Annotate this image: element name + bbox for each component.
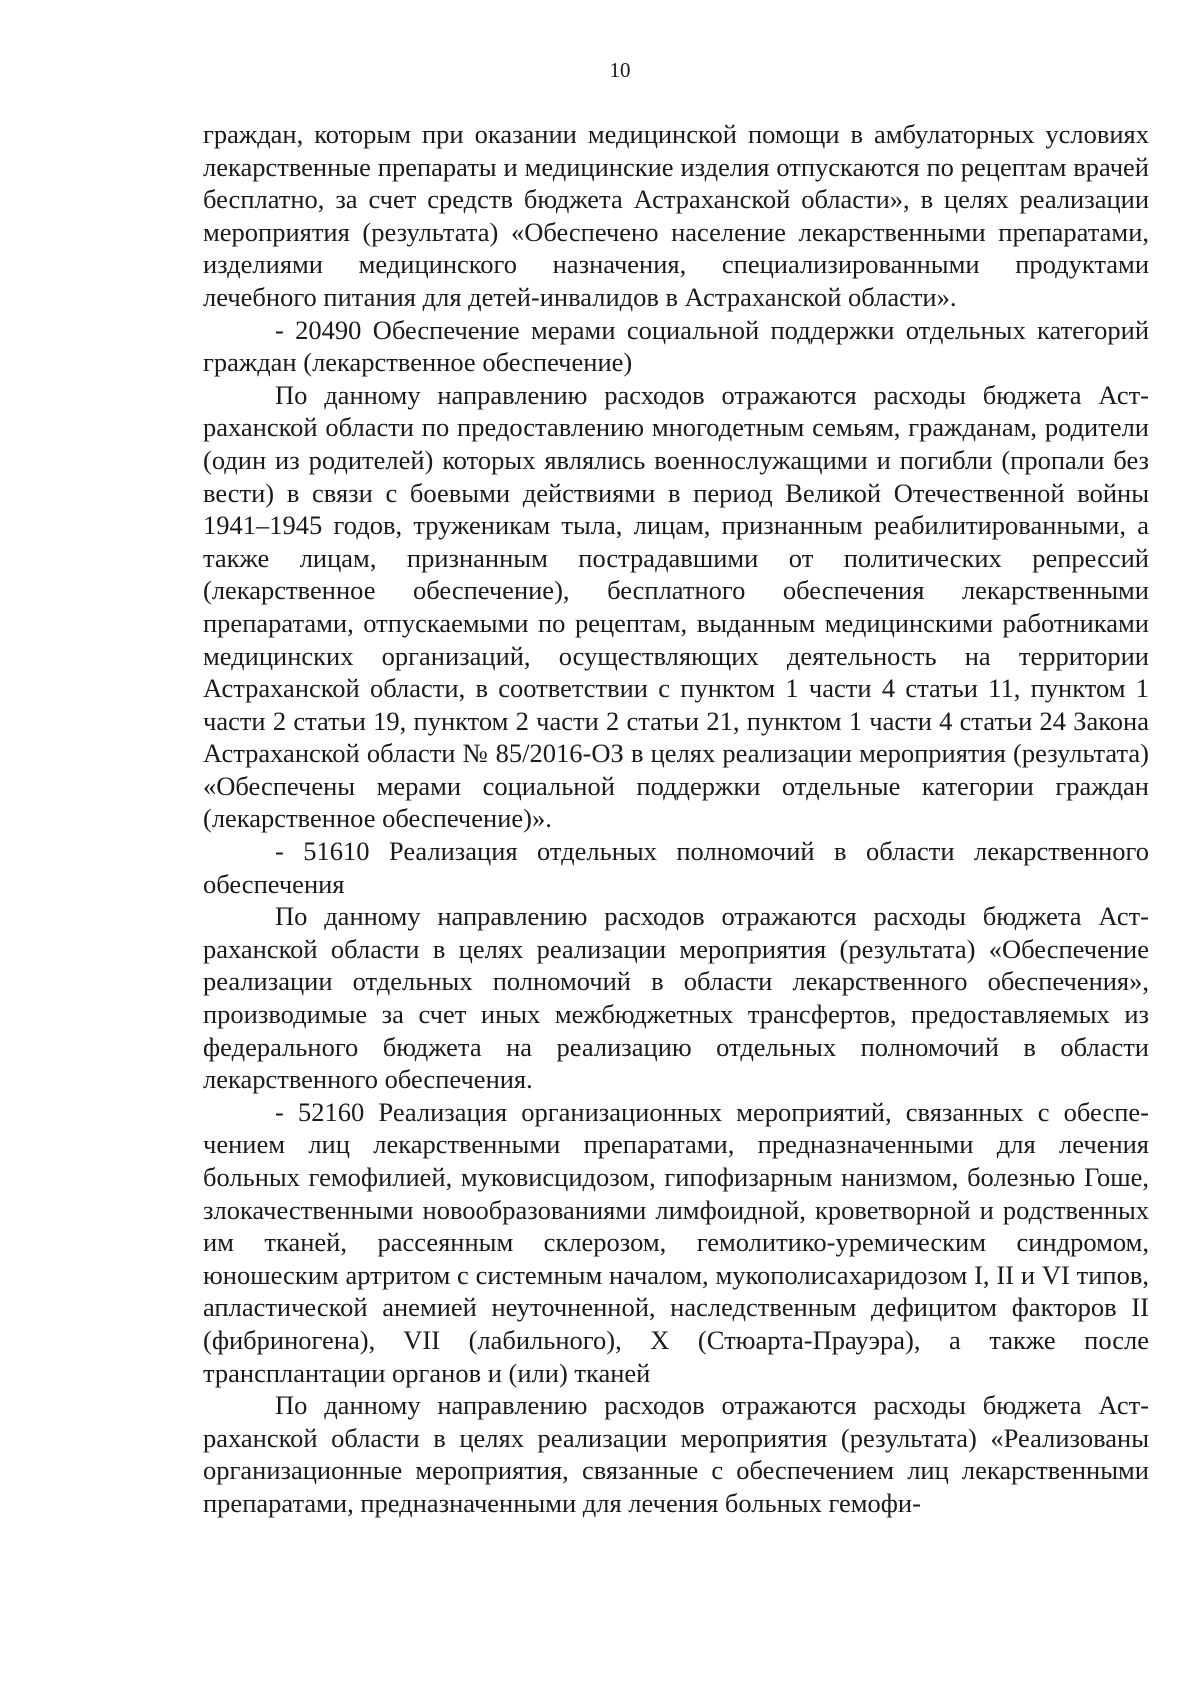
paragraph-code-51610: - 51610 Реализация отдельных полномочий в области лекарственного обеспечения bbox=[203, 836, 1149, 899]
paragraph-20490-description: По данному направлению расходов отражаются расходы бюджета Астраханской области по предоставлению многодетным семьям, гражданам, родители (один из родителей) которых являлись военнослужащими и погибли (пропали без вести) в связи с боевыми действиями в период Великой Отечественной войны 1941–1945 годов, труженикам тыла, лицам, признанным реабилитированными, а также лицам, признанным пострадавшими от политических репрессий (лекарственное обеспечение), бесплатного обеспечения лекарственными препаратами, отпускаемыми по рецептам, выданным медицинскими работниками медицинских организаций, осуществляющих деятельность на территории Астраханской области, в соответствии с пунктом 1 части 4 статьи 11, пунктом 1 части 2 статьи 19, пунктом 2 части 2 статьи 21, пунктом 1 части 4 статьи 24 Закона Астраханской области № 85/2016-ОЗ в целях реализации мероприятия (результата) «Обеспечены мерами социальной поддержки отдельные категории граждан (лекарственное обеспечение)». bbox=[203, 379, 1149, 834]
paragraph-code-20490: - 20490 Обеспечение мерами социальной поддержки отдельных категорий граждан (лекарственное обеспечение) bbox=[203, 314, 1149, 378]
paragraph-continuation: граждан, которым при оказании медицинской помощи в амбулаторных условиях лекарственные препараты и медицинские изделия отпускаются по рецептам врачей бесплатно, за счет средств бюджета Астраханской области», в целях реализации мероприятия (результата) «Обеспечено население лекарственными препаратами, изделиями медицинского назначения, специализированными продуктами лечебного питания для детей-инвалидов в Астраханской области». bbox=[203, 119, 1149, 312]
page-number: 10 bbox=[609, 58, 631, 82]
document-body bbox=[203, 118, 1149, 1520]
paragraph-51610-description: По данному направлению расходов отражаются расходы бюджета Астраханской области в целях реализации мероприятия (результата) «Обеспечение реализации отдельных полномочий в области лекарственного обеспечения», производимые за счет иных межбюджетных трансфертов, предоставляемых из федерального бюджета на реализацию отдельных полномочий в области лекарственного обеспечения. bbox=[203, 901, 1149, 1095]
paragraph-52160-description: По данному направлению расходов отражаются расходы бюджета Астраханской области в целях реализации мероприятия (результата) «Реализованы организационные мероприятия, связанные с обеспечением лиц лекарственными препаратами, предназначенными для лечения больных гемофи- bbox=[203, 1390, 1149, 1518]
paragraph-code-52160: - 52160 Реализация организационных мероприятий, связанных с обеспечением лиц лекарственными препаратами, предназначенными для лечения больных гемофилией, муковисцидозом, гипофизарным нанизмом, болезнью Гоше, злокачественными новообразованиями лимфоидной, кроветворной и родственных им тканей, рассеянным склерозом, гемолитико-уремическим синдромом, юношеским артритом с системным началом, мукополисахаридозом I, II и VI типов, апластической анемией неуточненной, наследственным дефицитом факторов II (фибриногена), VII (лабильного), X (Стюарта-Прауэра), а также после трансплантации органов и (или) тканей bbox=[203, 1096, 1149, 1388]
